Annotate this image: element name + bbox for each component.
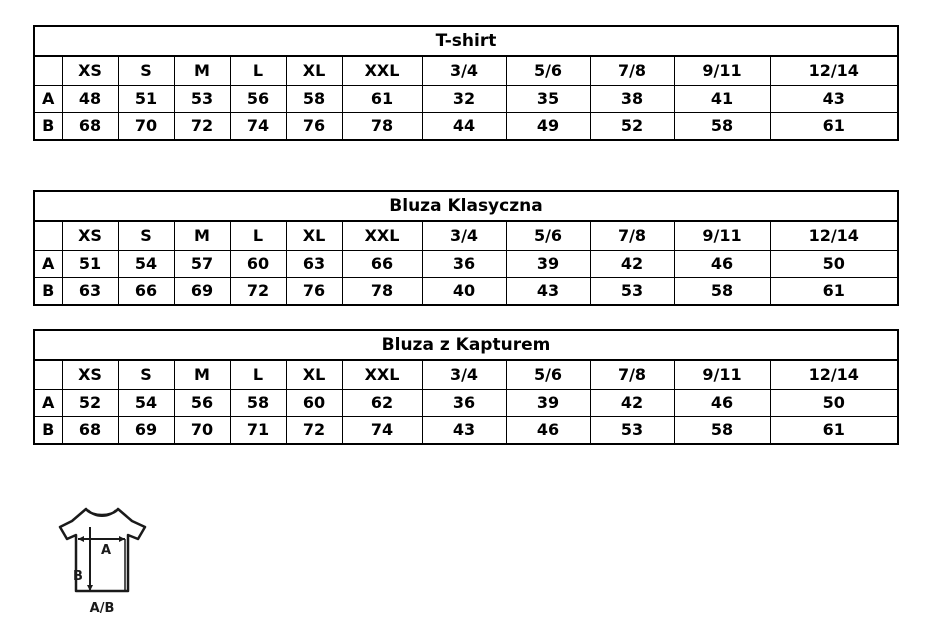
- cell-b-7-8: 53: [590, 417, 674, 445]
- cell-a-s: 54: [118, 390, 174, 417]
- cell-a-xs: 51: [62, 251, 118, 278]
- cell-a-l: 56: [230, 86, 286, 113]
- size-header-l: L: [230, 221, 286, 251]
- cell-b-7-8: 53: [590, 278, 674, 306]
- cell-b-xl: 76: [286, 113, 342, 141]
- size-table-tshirt: [33, 25, 899, 141]
- cell-b-s: 69: [118, 417, 174, 445]
- cell-b-12-14: 61: [770, 417, 898, 445]
- size-header-xs: XS: [62, 360, 118, 390]
- size-header-s: S: [118, 56, 174, 86]
- diagram-label-a: A: [100, 543, 112, 558]
- row-label-b: B: [34, 417, 62, 445]
- size-header-l: L: [230, 56, 286, 86]
- size-header-9-11: 9/11: [674, 56, 770, 86]
- cell-a-xs: 48: [62, 86, 118, 113]
- size-header-l: L: [230, 360, 286, 390]
- cell-a-9-11: 46: [674, 390, 770, 417]
- cell-b-m: 70: [174, 417, 230, 445]
- cell-b-3-4: 40: [422, 278, 506, 306]
- size-header-7-8: 7/8: [590, 221, 674, 251]
- diagram-caption: A/B: [89, 601, 115, 616]
- size-header-xxl: XXL: [342, 360, 422, 390]
- size-header-7-8: 7/8: [590, 360, 674, 390]
- cell-a-xxl: 66: [342, 251, 422, 278]
- table-title: Bluza z Kapturem: [34, 330, 898, 360]
- size-header-5-6: 5/6: [506, 360, 590, 390]
- size-table-bluza-klasyczna: [33, 190, 899, 306]
- size-header-s: S: [118, 360, 174, 390]
- row-label-a: A: [34, 86, 62, 113]
- table-row: [34, 113, 898, 141]
- size-table-bluza-z-kapturem: [33, 329, 899, 445]
- row-label-a: A: [34, 251, 62, 278]
- size-header-xs: XS: [62, 56, 118, 86]
- size-header-xxl: XXL: [342, 56, 422, 86]
- cell-a-l: 60: [230, 251, 286, 278]
- cell-a-12-14: 50: [770, 390, 898, 417]
- cell-b-5-6: 49: [506, 113, 590, 141]
- cell-b-l: 72: [230, 278, 286, 306]
- cell-a-xs: 52: [62, 390, 118, 417]
- cell-b-9-11: 58: [674, 113, 770, 141]
- cell-b-s: 66: [118, 278, 174, 306]
- size-header-xl: XL: [286, 360, 342, 390]
- cell-a-3-4: 32: [422, 86, 506, 113]
- cell-a-m: 57: [174, 251, 230, 278]
- table-header-row: [34, 221, 898, 251]
- size-header-12-14: 12/14: [770, 56, 898, 86]
- cell-a-9-11: 41: [674, 86, 770, 113]
- table-header-row: [34, 360, 898, 390]
- size-header-m: M: [174, 56, 230, 86]
- size-header-xs: XS: [62, 221, 118, 251]
- size-header-9-11: 9/11: [674, 360, 770, 390]
- row-label-b: B: [34, 278, 62, 306]
- size-header-xl: XL: [286, 56, 342, 86]
- cell-a-xxl: 61: [342, 86, 422, 113]
- size-header-s: S: [118, 221, 174, 251]
- table-row: [34, 278, 898, 306]
- cell-a-s: 51: [118, 86, 174, 113]
- cell-a-3-4: 36: [422, 390, 506, 417]
- cell-b-m: 69: [174, 278, 230, 306]
- row-label-a: A: [34, 390, 62, 417]
- cell-b-12-14: 61: [770, 278, 898, 306]
- size-header-xl: XL: [286, 221, 342, 251]
- cell-b-xxl: 74: [342, 417, 422, 445]
- table-row: [34, 251, 898, 278]
- cell-b-9-11: 58: [674, 278, 770, 306]
- row-label-b: B: [34, 113, 62, 141]
- cell-a-5-6: 39: [506, 390, 590, 417]
- cell-a-12-14: 50: [770, 251, 898, 278]
- corner-cell: [34, 56, 62, 86]
- cell-a-l: 58: [230, 390, 286, 417]
- size-header-m: M: [174, 221, 230, 251]
- size-header-7-8: 7/8: [590, 56, 674, 86]
- cell-a-5-6: 39: [506, 251, 590, 278]
- tshirt-measurement-diagram: [50, 495, 170, 620]
- size-header-xxl: XXL: [342, 221, 422, 251]
- cell-b-s: 70: [118, 113, 174, 141]
- cell-a-3-4: 36: [422, 251, 506, 278]
- cell-a-7-8: 38: [590, 86, 674, 113]
- cell-a-xl: 58: [286, 86, 342, 113]
- tshirt-outline-icon: [50, 495, 170, 620]
- cell-b-5-6: 46: [506, 417, 590, 445]
- cell-b-xs: 68: [62, 417, 118, 445]
- cell-b-3-4: 44: [422, 113, 506, 141]
- table-header-row: [34, 56, 898, 86]
- table-title: Bluza Klasyczna: [34, 191, 898, 221]
- table-title-row: [34, 191, 898, 221]
- cell-a-xl: 60: [286, 390, 342, 417]
- cell-b-9-11: 58: [674, 417, 770, 445]
- table-row: [34, 390, 898, 417]
- size-header-3-4: 3/4: [422, 221, 506, 251]
- cell-a-s: 54: [118, 251, 174, 278]
- cell-b-xs: 68: [62, 113, 118, 141]
- diagram-label-b: B: [73, 569, 83, 584]
- cell-a-7-8: 42: [590, 390, 674, 417]
- size-header-12-14: 12/14: [770, 221, 898, 251]
- size-header-9-11: 9/11: [674, 221, 770, 251]
- corner-cell: [34, 360, 62, 390]
- table-row: [34, 86, 898, 113]
- table-title-row: [34, 26, 898, 56]
- cell-b-xl: 72: [286, 417, 342, 445]
- cell-b-xl: 76: [286, 278, 342, 306]
- cell-b-7-8: 52: [590, 113, 674, 141]
- cell-a-12-14: 43: [770, 86, 898, 113]
- cell-b-m: 72: [174, 113, 230, 141]
- cell-b-xxl: 78: [342, 113, 422, 141]
- cell-b-l: 71: [230, 417, 286, 445]
- cell-a-xxl: 62: [342, 390, 422, 417]
- size-header-5-6: 5/6: [506, 221, 590, 251]
- cell-b-l: 74: [230, 113, 286, 141]
- cell-a-m: 53: [174, 86, 230, 113]
- cell-b-5-6: 43: [506, 278, 590, 306]
- size-header-m: M: [174, 360, 230, 390]
- cell-b-xxl: 78: [342, 278, 422, 306]
- table-row: [34, 417, 898, 445]
- size-header-5-6: 5/6: [506, 56, 590, 86]
- size-header-3-4: 3/4: [422, 360, 506, 390]
- cell-b-xs: 63: [62, 278, 118, 306]
- cell-a-9-11: 46: [674, 251, 770, 278]
- corner-cell: [34, 221, 62, 251]
- cell-b-12-14: 61: [770, 113, 898, 141]
- table-title-row: [34, 330, 898, 360]
- cell-a-xl: 63: [286, 251, 342, 278]
- table-title: T-shirt: [34, 26, 898, 56]
- size-header-12-14: 12/14: [770, 360, 898, 390]
- cell-a-5-6: 35: [506, 86, 590, 113]
- cell-b-3-4: 43: [422, 417, 506, 445]
- cell-a-7-8: 42: [590, 251, 674, 278]
- size-header-3-4: 3/4: [422, 56, 506, 86]
- cell-a-m: 56: [174, 390, 230, 417]
